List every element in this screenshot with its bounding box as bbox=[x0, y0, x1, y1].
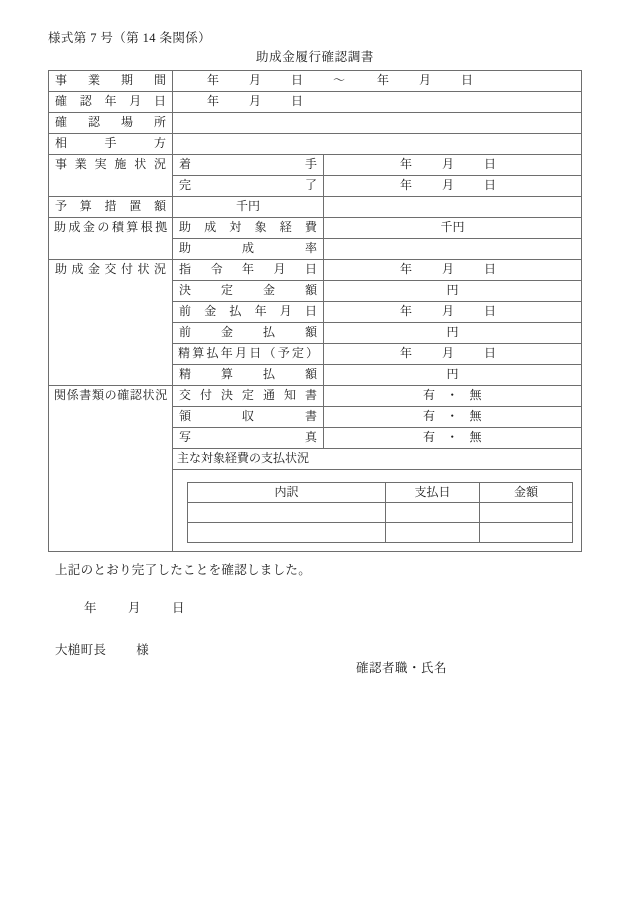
date-placeholder bbox=[328, 158, 526, 171]
month-label: 月 bbox=[442, 262, 455, 277]
month-label: 月 bbox=[249, 73, 262, 88]
row-value-completion-date[interactable] bbox=[324, 176, 582, 197]
date-placeholder bbox=[177, 95, 333, 108]
row-value-start-date[interactable] bbox=[324, 155, 582, 176]
column-header-description: 内訳 bbox=[188, 483, 386, 503]
cell-description[interactable] bbox=[188, 523, 386, 543]
date-placeholder bbox=[328, 179, 526, 192]
sub-label-text: 交付決定通知書 bbox=[179, 388, 317, 403]
day-label: 日 bbox=[172, 601, 185, 615]
cell-amount[interactable] bbox=[480, 503, 573, 523]
sub-label-eligible-expenses bbox=[173, 218, 324, 239]
date-placeholder bbox=[328, 305, 526, 318]
label-text: 助成金の積算根拠 bbox=[54, 220, 167, 234]
day-label: 日 bbox=[484, 346, 497, 361]
year-label: 年 bbox=[400, 346, 413, 361]
yes-no-choice[interactable] bbox=[328, 389, 577, 402]
table-row bbox=[49, 197, 582, 218]
label-text: 事業期間 bbox=[55, 73, 166, 88]
row-value-settlement-payment-date[interactable] bbox=[324, 344, 582, 365]
range-tilde: ～ bbox=[333, 73, 346, 88]
choice-separator: ・ bbox=[446, 430, 459, 445]
inner-table-wrapper bbox=[177, 470, 577, 551]
sub-label-text: 写真 bbox=[179, 430, 317, 445]
addressee-name: 大槌町長 bbox=[55, 643, 107, 657]
row-value-advance-payment-amount[interactable] bbox=[324, 323, 582, 344]
label-text: 助成金交付状況 bbox=[55, 262, 166, 276]
row-value-business-period[interactable] bbox=[173, 71, 582, 92]
table-row bbox=[49, 218, 582, 239]
table-row bbox=[188, 523, 573, 543]
sub-label-order-date bbox=[173, 260, 324, 281]
row-value-photo[interactable] bbox=[324, 428, 582, 449]
row-label-confirmation-date bbox=[49, 92, 173, 113]
year-label-end: 年 bbox=[377, 73, 390, 88]
cell-amount[interactable] bbox=[480, 523, 573, 543]
table-row bbox=[49, 113, 582, 134]
sub-label-completion bbox=[173, 176, 324, 197]
column-header-amount: 金額 bbox=[480, 483, 573, 503]
expense-breakdown-table bbox=[187, 482, 573, 543]
sub-label-text: 決定金額 bbox=[179, 283, 317, 298]
sub-label-text: 着手 bbox=[179, 157, 317, 172]
month-label: 月 bbox=[128, 601, 141, 615]
row-value-decided-amount[interactable] bbox=[324, 281, 582, 302]
day-label: 日 bbox=[484, 262, 497, 277]
row-label-calculation-basis bbox=[49, 218, 173, 260]
sub-label-subsidy-rate bbox=[173, 239, 324, 260]
year-label: 年 bbox=[207, 94, 220, 109]
row-label-business-period bbox=[49, 71, 173, 92]
honorific: 様 bbox=[136, 643, 150, 657]
sub-label-text: 指令年月日 bbox=[179, 262, 317, 277]
sub-label-photo bbox=[173, 428, 324, 449]
choice-no[interactable]: 無 bbox=[469, 430, 483, 445]
currency-unit: 円 bbox=[446, 325, 459, 340]
row-label-document-check-status bbox=[49, 386, 173, 552]
day-label: 日 bbox=[484, 157, 497, 172]
date-placeholder bbox=[328, 263, 526, 276]
currency-unit: 円 bbox=[446, 283, 459, 298]
sub-label-text: 助成率 bbox=[179, 241, 317, 256]
cell-payment-date[interactable] bbox=[386, 503, 480, 523]
sub-label-grant-decision-notice bbox=[173, 386, 324, 407]
date-placeholder bbox=[328, 347, 526, 360]
choice-separator: ・ bbox=[446, 409, 459, 424]
row-value-confirmation-place[interactable] bbox=[173, 113, 582, 134]
day-label: 日 bbox=[291, 73, 304, 88]
sub-label-advance-payment-date bbox=[173, 302, 324, 323]
row-value-receipt[interactable] bbox=[324, 407, 582, 428]
page-title: 助成金履行確認調書 bbox=[256, 50, 374, 64]
row-value-budget-amount-spacer[interactable] bbox=[324, 197, 582, 218]
row-value-settlement-payment-amount[interactable] bbox=[324, 365, 582, 386]
sub-label-text: 精算払年月日（予定） bbox=[178, 346, 318, 361]
signature-date[interactable] bbox=[84, 598, 216, 616]
table-row bbox=[49, 260, 582, 281]
sub-label-text: 領収書 bbox=[179, 409, 317, 424]
row-label-confirmation-place bbox=[49, 113, 173, 134]
row-value-advance-payment-date[interactable] bbox=[324, 302, 582, 323]
cell-description[interactable] bbox=[188, 503, 386, 523]
confirmer-signature-label: 確認者職・氏名 bbox=[356, 661, 448, 675]
table-row bbox=[49, 386, 582, 407]
confirmation-form-table bbox=[48, 70, 582, 552]
row-label-implementation-status bbox=[49, 155, 173, 197]
row-label-grant-payment-status bbox=[49, 260, 173, 386]
month-label: 月 bbox=[442, 157, 455, 172]
addressee-line bbox=[55, 640, 149, 658]
table-row bbox=[49, 71, 582, 92]
month-label: 月 bbox=[442, 178, 455, 193]
sub-label-receipt bbox=[173, 407, 324, 428]
table-row bbox=[49, 134, 582, 155]
year-label: 年 bbox=[84, 601, 97, 615]
label-text: 事業実施状況 bbox=[55, 157, 166, 171]
cell-payment-date[interactable] bbox=[386, 523, 480, 543]
yes-no-choice[interactable] bbox=[328, 431, 577, 444]
choice-no[interactable]: 無 bbox=[469, 409, 483, 424]
sub-label-settlement-payment-date bbox=[173, 344, 324, 365]
year-label: 年 bbox=[400, 157, 413, 172]
month-label-end: 月 bbox=[419, 73, 432, 88]
label-text: 確認年月日 bbox=[55, 94, 166, 109]
form-number: 様式第 7 号（第 14 条関係） bbox=[48, 31, 212, 45]
row-value-confirmation-date[interactable] bbox=[173, 92, 582, 113]
expense-breakdown-container bbox=[173, 470, 582, 552]
year-label: 年 bbox=[207, 73, 220, 88]
month-label: 月 bbox=[442, 304, 455, 319]
sub-label-text: 精算払額 bbox=[179, 367, 317, 382]
row-value-subsidy-rate[interactable] bbox=[324, 239, 582, 260]
sub-label-text: 前金払額 bbox=[179, 325, 317, 340]
label-text: 確認場所 bbox=[55, 115, 166, 130]
date-placeholder-range bbox=[177, 74, 503, 87]
row-value-counterparty[interactable] bbox=[173, 134, 582, 155]
currency-unit: 円 bbox=[446, 367, 459, 382]
table-row bbox=[49, 155, 582, 176]
sub-label-advance-payment-amount bbox=[173, 323, 324, 344]
column-header-payment-date: 支払日 bbox=[386, 483, 480, 503]
choice-no[interactable]: 無 bbox=[469, 388, 483, 403]
sub-label-main-expense-payment-status: 主な対象経費の支払状況 bbox=[173, 449, 582, 470]
row-value-eligible-expenses[interactable]: 千円 bbox=[324, 218, 582, 239]
choice-yes[interactable]: 有 bbox=[422, 388, 436, 403]
day-label-end: 日 bbox=[461, 73, 474, 88]
confirmation-statement: 上記のとおり完了したことを確認しました。 bbox=[55, 563, 312, 577]
sub-label-text: 前金払年月日 bbox=[179, 304, 317, 319]
year-label: 年 bbox=[400, 304, 413, 319]
day-label: 日 bbox=[484, 304, 497, 319]
label-text: 予算措置額 bbox=[55, 199, 166, 214]
table-header-row bbox=[188, 483, 573, 503]
sub-label-text: 助成対象経費 bbox=[179, 220, 317, 235]
month-label: 月 bbox=[249, 94, 262, 109]
day-label: 日 bbox=[484, 178, 497, 193]
sub-label-settlement-payment-amount bbox=[173, 365, 324, 386]
row-value-order-date[interactable] bbox=[324, 260, 582, 281]
choice-separator: ・ bbox=[446, 388, 459, 403]
row-value-budget-amount[interactable]: 千円 bbox=[173, 197, 324, 218]
sub-label-start bbox=[173, 155, 324, 176]
month-label: 月 bbox=[442, 346, 455, 361]
row-label-counterparty bbox=[49, 134, 173, 155]
day-label: 日 bbox=[291, 94, 304, 109]
table-row bbox=[188, 503, 573, 523]
table-row bbox=[49, 92, 582, 113]
yes-no-choice[interactable] bbox=[328, 410, 577, 423]
label-text: 相手方 bbox=[55, 136, 166, 151]
row-label-budget-amount bbox=[49, 197, 173, 218]
year-label: 年 bbox=[400, 178, 413, 193]
choice-yes[interactable]: 有 bbox=[422, 430, 436, 445]
choice-yes[interactable]: 有 bbox=[422, 409, 436, 424]
sub-label-text: 完了 bbox=[179, 178, 317, 193]
year-label: 年 bbox=[400, 262, 413, 277]
row-value-grant-decision-notice[interactable] bbox=[324, 386, 582, 407]
label-text: 関係書類の確認状況 bbox=[54, 388, 167, 402]
sub-label-decided-amount bbox=[173, 281, 324, 302]
